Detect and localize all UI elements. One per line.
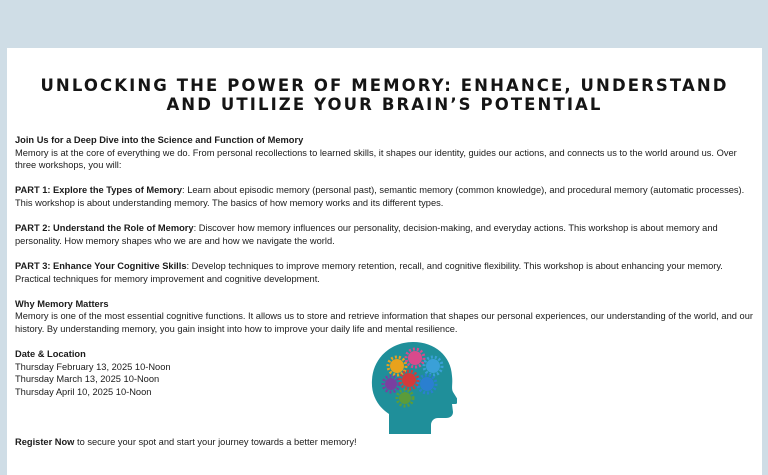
title-line-1: UNLOCKING THE POWER OF MEMORY: ENHANCE, UNDERSTAND [40,76,729,95]
register-text: to secure your spot and start your journey towards a better memory! [74,437,357,447]
register-line [15,436,615,449]
part-2-text: : Discover how memory influences our personality, decision-making, and everyday actions. This workshop is about memory and personality. How memory shapes who we are and how we navigate the world. [15,223,718,246]
head-gears-icon [367,338,457,438]
part-2-label: PART 2: Understand the Role of Memory [15,223,194,234]
intro-section [15,134,753,172]
part-2 [15,222,753,247]
date-location [15,348,315,398]
gear-icon [420,377,434,391]
part-1-text: : Learn about episodic memory (personal past), semantic memory (common knowledge), and procedural memory (automatic processes). This workshop is about understanding memory. The basics of how memory works and its different types. [15,185,745,208]
date-item: Thursday February 13, 2025 10-Noon [15,361,171,372]
part-1 [15,184,753,209]
body-text [15,134,753,348]
intro-heading: Join Us for a Deep Dive into the Science and Function of Memory [15,135,304,145]
why-text: Memory is one of the most essential cognitive functions. It allows us to store and retrieve information that shapes our personal experiences, our understanding of the world, and our history. By understanding memory, you gain insight into how to improve your daily life and mental resilience. [15,311,753,334]
gear-icon [408,351,422,365]
title-line-2: AND UTILIZE YOUR BRAIN’S POTENTIAL [166,95,603,114]
brain-gears-illustration [367,338,457,438]
part-3-label: PART 3: Enhance Your Cognitive Skills [15,260,187,271]
page-title [7,76,762,114]
why-heading: Why Memory Matters [15,298,109,309]
part-1-label: PART 1: Explore the Types of Memory [15,185,183,196]
intro-text: Memory is at the core of everything we do. From personal recollections to learned skills, it shapes our identity, guides our actions, and connects us to the world around us. Over three workshops, you will: [15,147,737,171]
gear-icon [399,392,411,404]
gear-icon [390,359,404,373]
date-item: Thursday April 10, 2025 10-Noon [15,386,152,397]
gear-icon [385,378,397,390]
gear-icon [426,359,440,373]
why-section [15,298,753,336]
part-3 [15,260,753,285]
flyer-page [7,48,762,475]
date-item: Thursday March 13, 2025 10-Noon [15,374,160,385]
part-3-text: : Develop techniques to improve memory retention, recall, and cognitive flexibility. This workshop is about enhancing your memory. Practical techniques for memory improvement and cognitive development. [15,260,723,284]
register-label: Register Now [15,437,75,447]
gear-icon [402,373,416,387]
date-heading: Date & Location [15,349,86,359]
